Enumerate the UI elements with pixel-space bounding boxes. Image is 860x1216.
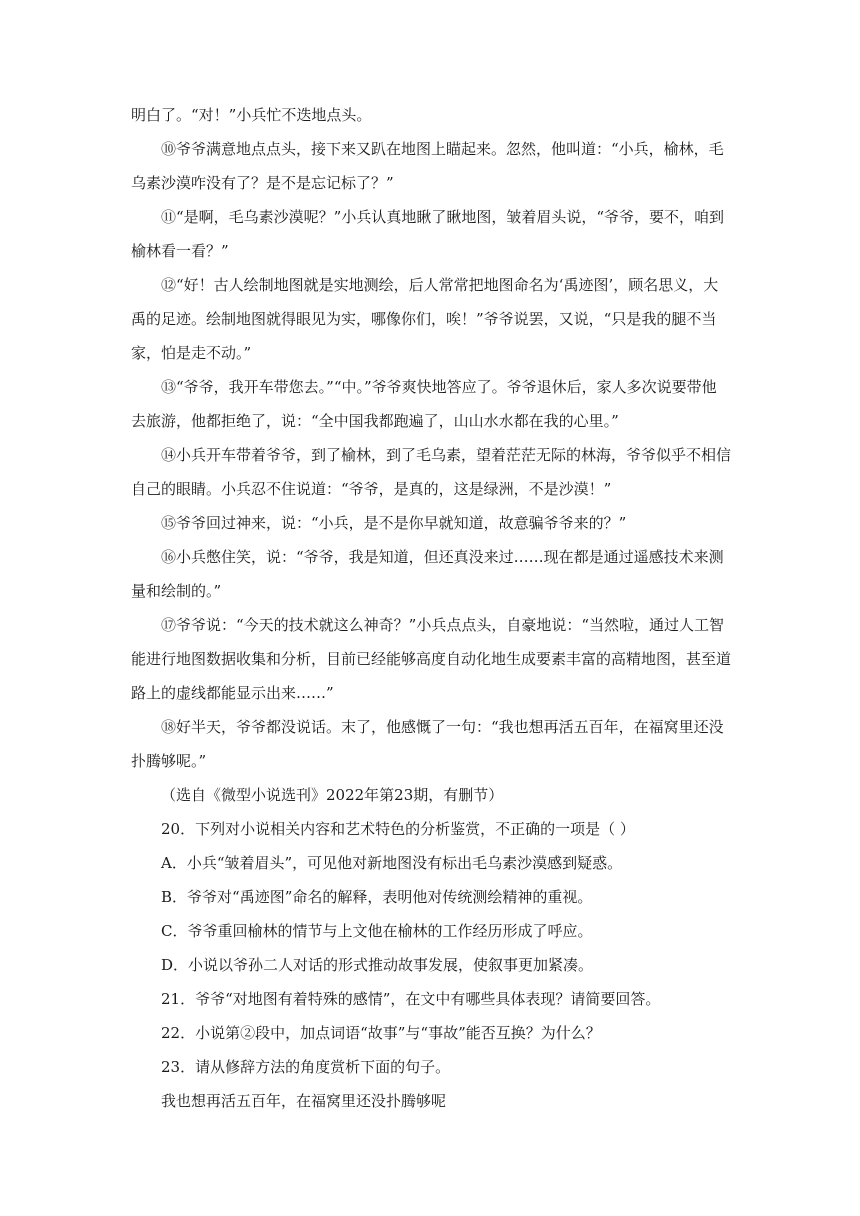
paragraph-continuation: 明白了。“对！”小兵忙不迭地点头。 xyxy=(131,106,372,124)
paragraph-18: ⑱好半天，爷爷都没说话。末了，他感慨了一句：“我也想再活五百年，在福窝里还没扑腾够呢。” xyxy=(131,718,724,770)
option-c: C．爷爷重回榆林的情节与上文他在榆林的工作经历形成了呼应。 xyxy=(161,922,593,940)
document-body xyxy=(131,98,731,1118)
paragraph-15: ⑮爷爷回过神来，说：“小兵，是不是你早就知道，故意骗爷爷来的？” xyxy=(161,514,627,532)
paragraph-16: ⑯小兵憋住笑，说：“爷爷，我是知道，但还真没来过……现在都是通过遥感技术来测量和绘制的。” xyxy=(131,548,724,600)
option-d: D．小说以爷孙二人对话的形式推动故事发展，使叙事更加紧凑。 xyxy=(161,956,594,974)
source-citation: （选自《微型小说选刊》2022年第23期，有删节） xyxy=(161,786,504,804)
paragraph-13: ⑬“爷爷，我开车带您去。”“中。”爷爷爽快地答应了。爷爷退休后，家人多次说要带他去旅游，他都拒绝了，说：“全中国我都跑遍了，山山水水都在我的心里。” xyxy=(131,378,717,430)
paragraph-12: ⑫“好！古人绘制地图就是实地测绘，后人常常把地图命名为‘禹迹图’，顾名思义，大禹的足迹。绘制地图就得眼见为实，哪像你们，唉！”爷爷说罢，又说，“只是我的腿不当家，怕是走不动。” xyxy=(131,276,719,362)
question-22: 22．小说第②段中，加点词语“故事”与“事故”能否互换？为什么？ xyxy=(161,1024,601,1042)
question-21: 21．爷爷“对地图有着特殊的感情”，在文中有哪些具体表现？请简要回答。 xyxy=(161,990,661,1008)
question-23: 23．请从修辞方法的角度赏析下面的句子。 xyxy=(161,1058,451,1076)
question-20: 20．下列对小说相关内容和艺术特色的分析鉴赏，不正确的一项是（ ） xyxy=(161,820,635,838)
option-a: A．小兵“皱着眉头”，可见他对新地图没有标出毛乌素沙漠感到疑惑。 xyxy=(161,854,623,872)
quoted-sentence: 我也想再活五百年，在福窝里还没扑腾够呢 xyxy=(161,1092,447,1110)
paragraph-17: ⑰爷爷说：“今天的技术就这么神奇？”小兵点点头，自豪地说：“当然啦，通过人工智能进行地图数据收集和分析，目前已经能够高度自动化地生成要素丰富的高精地图，甚至道路上的虚线都能显示出来……” xyxy=(131,616,732,702)
paragraph-14: ⑭小兵开车带着爷爷，到了榆林，到了毛乌素，望着茫茫无际的林海，爷爷似乎不相信自己的眼睛。小兵忍不住说道：“爷爷，是真的，这是绿洲，不是沙漠！” xyxy=(131,446,732,498)
option-b: B．爷爷对“禹迹图”命名的解释，表明他对传统测绘精神的重视。 xyxy=(161,888,593,906)
paragraph-10: ⑩爷爷满意地点点头，接下来又趴在地图上瞄起来。忽然，他叫道：“小兵，榆林，毛乌素沙漠咋没有了？是不是忘记标了？” xyxy=(131,140,724,192)
paragraph-11: ⑪“是啊，毛乌素沙漠呢？”小兵认真地瞅了瞅地图，皱着眉头说，“爷爷，要不，咱到榆林看一看？” xyxy=(131,208,725,260)
